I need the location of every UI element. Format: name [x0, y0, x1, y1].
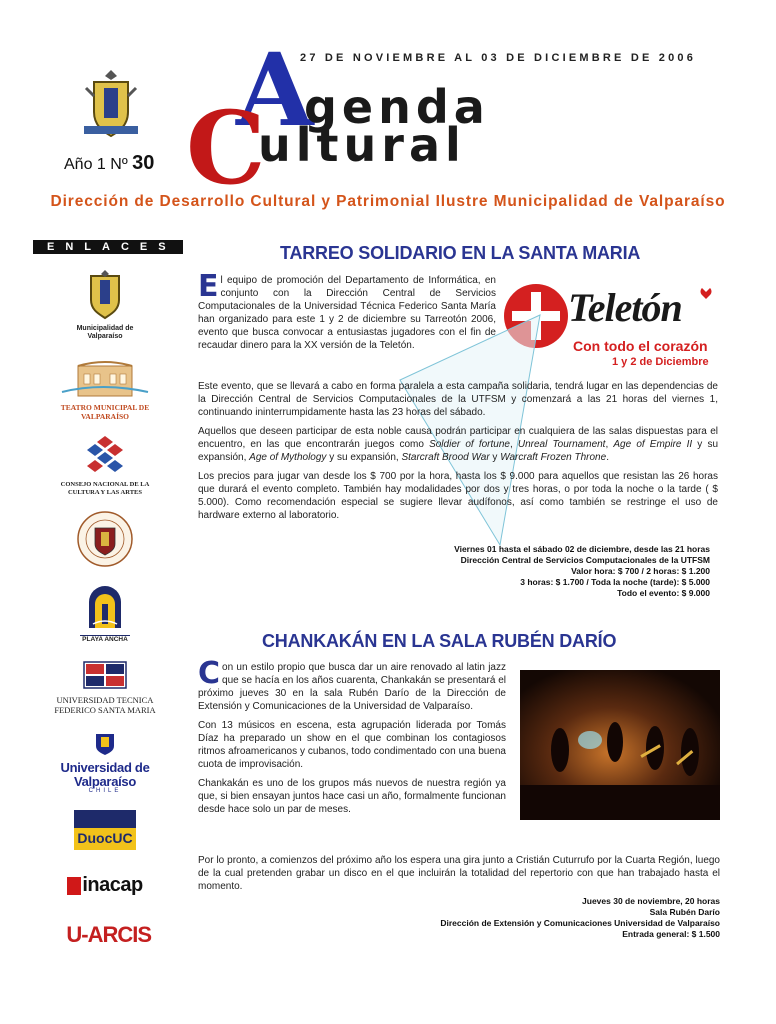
article2-paragraph-4: Por lo pronto, a comienzos del próximo año los espera una gira junto a Cristián Cuturrufo por la Cuarta Región, luego de la cual pretenden grabar un disco en el que incluirán la totalidad del repertorio con que han trabajado hasta el momento.	[198, 855, 720, 892]
sidebar-link-university-seal[interactable]	[30, 510, 180, 573]
utfsm-crest-icon	[82, 660, 128, 690]
sidebar-link-sublabel: CHILE	[88, 788, 122, 795]
issue-prefix: Año 1 Nº	[64, 156, 128, 173]
info-line: Jueves 30 de noviembre, 20 horas	[582, 896, 720, 906]
links-heading: ENLACES	[33, 240, 183, 254]
sidebar-link-label: CONSEJO NACIONAL DE LA CULTURA Y LAS ARTES	[60, 481, 150, 496]
university-seal-icon	[76, 510, 134, 568]
playa-ancha-logo-icon	[87, 584, 123, 630]
article1-intro	[198, 269, 496, 352]
sidebar-link-label: UNIVERSIDAD TECNICA FEDERICO SANTA MARIA	[54, 695, 156, 716]
article1-paragraph-2: Este evento, que se llevará a cabo en forma paralela a esta campaña solidaria, tendrá lugar en las dependencias de la Dirección Central de Servicios Computacionales de la UTFSM y comenzará a las 21 horas del viernes 1, continuando ininterrumpidamente hasta las 23 horas del sábado.	[198, 381, 718, 418]
game-title: Age of Mythology	[249, 452, 327, 463]
article2-headline: CHANKAKÁN EN LA SALA RUBÉN DARÍO	[262, 631, 617, 651]
sidebar-link-label: TEATRO MUNICIPAL DE VALPARAÍSO	[60, 403, 150, 421]
sidebar-link-label: DuocUC	[77, 830, 133, 846]
date-range: 27 DE NOVIEMBRE AL 03 DE DICIEMBRE DE 2006	[300, 52, 697, 64]
text-run: y	[489, 452, 501, 463]
article2-event-info	[400, 896, 720, 940]
logo-word-agenda: genda	[304, 80, 490, 134]
sidebar-link-label: PLAYA ANCHA	[80, 635, 130, 644]
game-title: Unreal Tournament	[517, 439, 606, 450]
article1-event-info	[400, 544, 710, 599]
sidebar-link-inacap[interactable]	[30, 874, 180, 900]
article1-paragraph-4: Los precios para jugar van desde los $ 700 por la hora, hasta los $ 9.000 para aquellos que resistan las 26 horas que durará el evento completo. También hay modalidades por dos y tres horas, o por toda la noche o la tarde ( $ 5.000). Como recomendación especial se sugiere llevar audífonos, así como también se restringe el uso de hardware externo al laboratorio.	[198, 471, 718, 521]
article2-body	[198, 656, 506, 822]
inacap-logo-icon	[67, 877, 81, 895]
article1-headline: TARREO SOLIDARIO EN LA SANTA MARIA	[280, 243, 641, 263]
sidebar-link-uarcis[interactable]	[30, 922, 180, 948]
sidebar-link-utfsm[interactable]	[30, 660, 180, 715]
agenda-cultural-logo	[186, 31, 586, 207]
game-title: Age of Empire II	[613, 439, 693, 450]
sidebar-link-teatro[interactable]	[30, 360, 180, 421]
sidebar-link-playa-ancha[interactable]	[30, 584, 180, 644]
article2-paragraph-1-text: on un estilo propio que busca dar un aire renovado al latin jazz que se hacía en los años cuarenta, Chankakán se presentará el próximo jueves 30 en la sala Rubén Darío de la Dirección de Extensión y Comunicaciones de la Universidad de Valparaíso.	[198, 662, 506, 712]
issue-value: 30	[132, 152, 155, 174]
sidebar-link-duoc[interactable]	[30, 810, 180, 850]
info-line: Dirección Central de Servicios Computacionales de la UTFSM	[460, 555, 710, 566]
text-run: ,	[509, 439, 518, 450]
article2-paragraph-3: Chankakán es uno de los grupos más nuevos de nuestra región ya que, si bien ensayan juntos hace casi un año, formalmente funcionan desde hace solo un par de meses.	[198, 778, 506, 815]
text-run: y su expansión,	[198, 439, 719, 463]
article2-closing	[198, 854, 720, 899]
duoc-logo-icon	[74, 810, 136, 850]
teleton-slogan: Con todo el corazón	[573, 338, 708, 354]
text-run: ,	[605, 439, 614, 450]
uv-crest-icon	[94, 732, 116, 756]
cnca-logo-icon	[85, 434, 125, 476]
logo-word-cultural: ultural	[258, 118, 466, 172]
game-title: Warcraft Frozen Throne	[500, 452, 607, 463]
info-line: Viernes 01 hasta el sábado 02 de diciembre, desde las 21 horas	[454, 544, 710, 554]
sidebar-link-label: Universidad de Valparaíso	[60, 760, 150, 789]
municipal-crest-icon	[83, 270, 127, 320]
article2-paragraph-2: Con 13 músicos en escena, esta agrupación liderada por Tomás Díaz ha preparado un show en el que combinan los contagiosos ritmos afroamericanos y cubanos, todo condimentado con una buena cuota de improvisación.	[198, 720, 506, 770]
info-line: 3 horas: $ 1.700 / Toda la noche (tarde): $ 5.000	[520, 577, 710, 588]
article2-dropcap: C	[198, 656, 221, 691]
text-run: y su expansión,	[326, 452, 402, 463]
sidebar-link-label: U-ARCIS	[66, 922, 152, 947]
info-line: Dirección de Extensión y Comunicaciones Universidad de Valparaíso	[440, 918, 720, 929]
sidebar-link-uv[interactable]	[30, 732, 180, 794]
game-title: Starcraft Brood War	[401, 452, 490, 463]
publisher-subtitle: Dirección de Desarrollo Cultural y Patrimonial Ilustre Municipalidad de Valparaíso	[50, 193, 726, 210]
article1-dropcap: E	[198, 269, 219, 304]
sidebar-link-label: Municipalidad de Valparaíso	[76, 325, 134, 341]
article1-body	[198, 380, 718, 528]
article1-paragraph-3	[198, 425, 718, 464]
band-photo	[520, 670, 720, 820]
municipal-crest-icon	[80, 68, 142, 140]
teleton-name: Teletón	[568, 285, 682, 330]
info-line: Sala Rubén Darío	[649, 907, 720, 918]
sidebar-link-municipalidad[interactable]	[30, 270, 180, 342]
sidebar-link-cnca[interactable]	[30, 434, 180, 497]
text-run: Aquellos que deseen participar de esta noble causa podrán participar en cualquiera de las salas dispuestas para el encuentro, en las que encontrarán juegos como	[198, 426, 718, 450]
text-run: .	[606, 452, 609, 463]
info-line: Entrada general: $ 1.500	[622, 929, 720, 940]
game-title: Soldier of fortune	[429, 439, 510, 450]
info-line: Todo el evento: $ 9.000	[617, 588, 710, 599]
logo-letter-a: A	[236, 31, 314, 149]
teleton-dates: 1 y 2 de Diciembre	[612, 356, 709, 368]
article1-paragraph-1: l equipo de promoción del Departamento de Informática, en conjunto con la Dirección Central de Servicios Computacionales de la Universidad Técnica Federico Santa María han organizado para este 1 y 2 de diciembre su Tarreotón 2006, evento que busca convocar a entusiastas jugadores con el fin de recaudar dinero para la XX versión de la Teletón.	[198, 275, 496, 351]
logo-letter-c: C	[186, 89, 266, 207]
sidebar-link-label: inacap	[82, 874, 143, 896]
theater-building-icon	[60, 360, 150, 398]
issue-number	[64, 152, 154, 175]
article2-paragraph-1	[198, 656, 506, 713]
info-line: Valor hora: $ 700 / 2 horas: $ 1.200	[571, 566, 710, 577]
